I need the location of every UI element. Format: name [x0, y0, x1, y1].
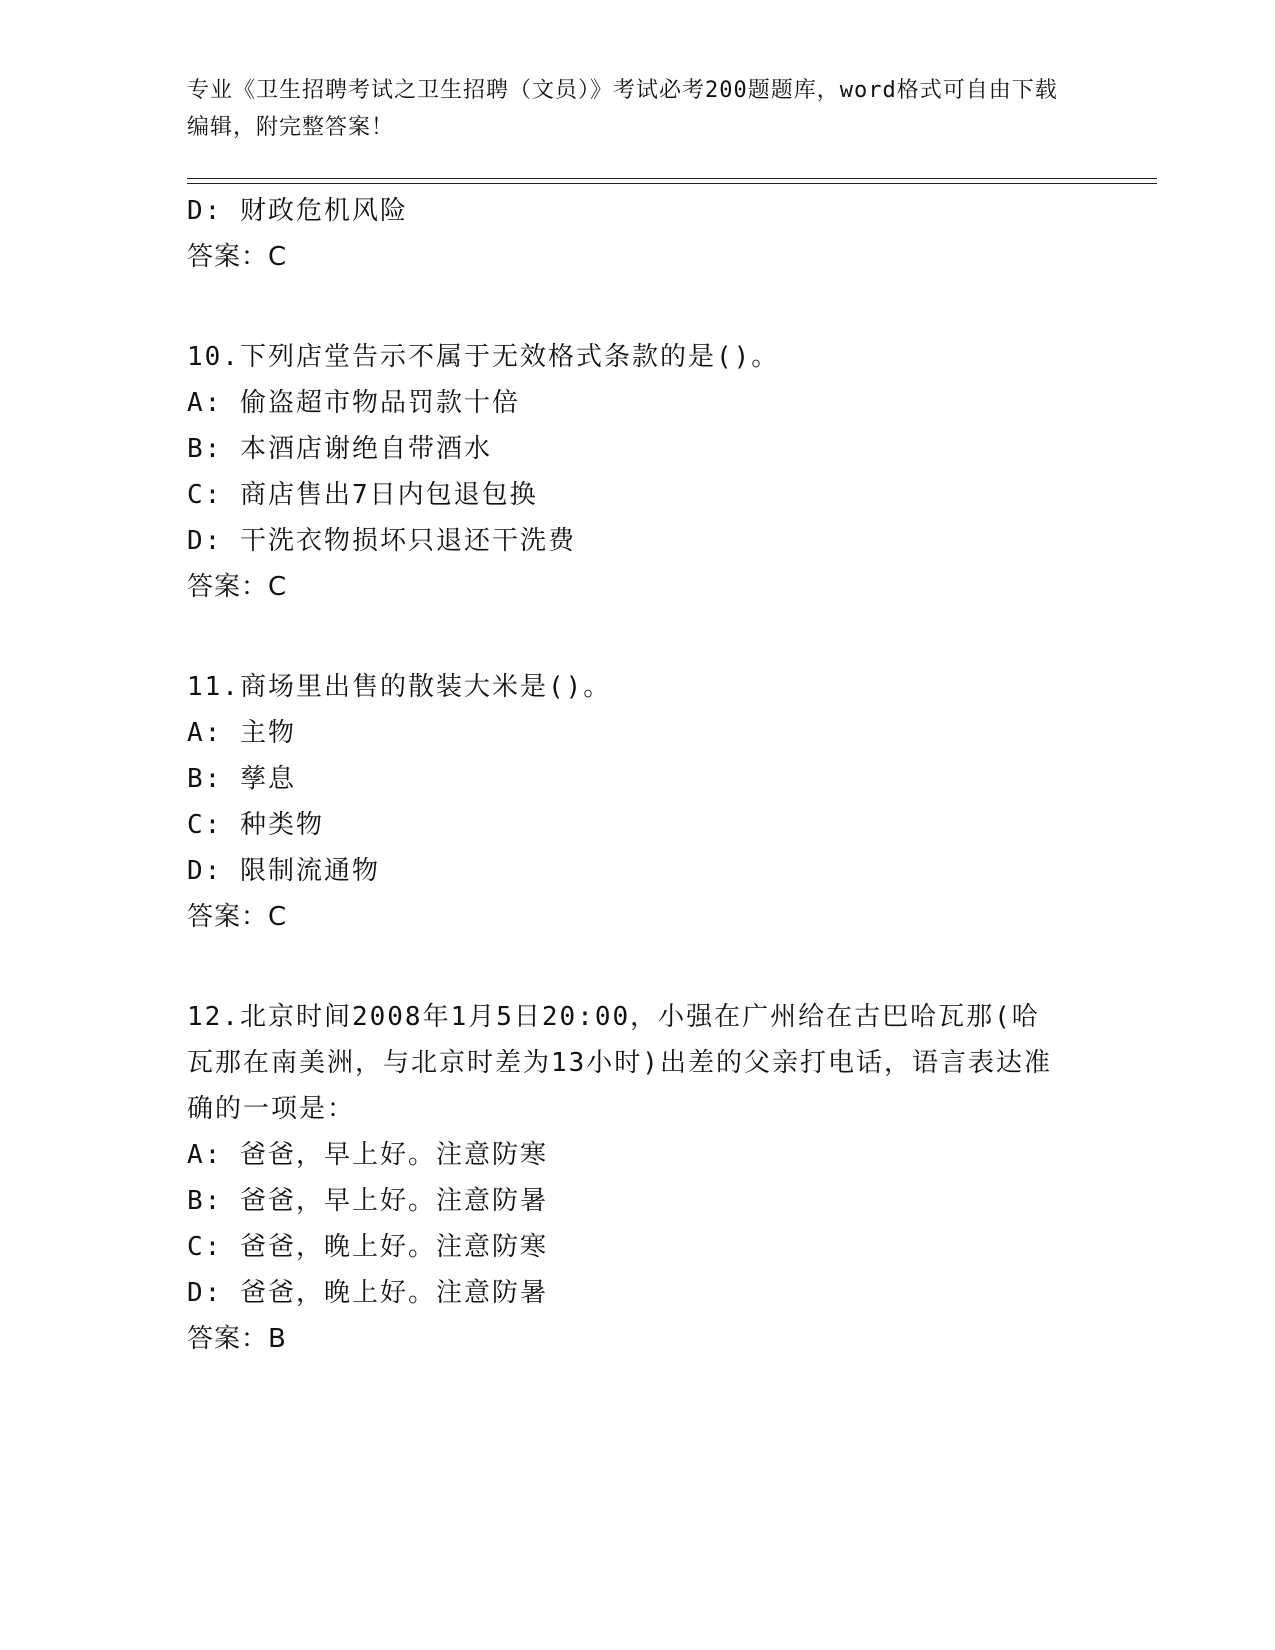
document-header: 专业《卫生招聘考试之卫生招聘（文员）》考试必考200题题库，word格式可自由下载编辑，附完整答案！ — [187, 78, 1058, 140]
option-d: D: 限制流通物 — [187, 856, 380, 886]
option-c: C: 爸爸，晚上好。注意防寒 — [187, 1232, 548, 1262]
header-rule-top — [187, 178, 1157, 179]
option-b: B: 孳息 — [187, 764, 296, 794]
option-c: C: 种类物 — [187, 810, 324, 840]
option-a: A: 主物 — [187, 718, 296, 748]
option-c: C: 商店售出7日内包退包换 — [187, 480, 538, 510]
question-text: 10.下列店堂告示不属于无效格式条款的是()。 — [187, 342, 780, 372]
question-block-10 — [187, 334, 1067, 610]
block-spacer — [187, 610, 1067, 664]
block-spacer — [187, 940, 1067, 994]
answer-line: 答案：C — [187, 242, 288, 272]
header-rule-bottom — [187, 183, 1157, 184]
block-spacer — [187, 280, 1067, 334]
option-b: B: 本酒店谢绝自带酒水 — [187, 434, 492, 464]
answer-line: 答案：C — [187, 902, 288, 932]
option-a: A: 偷盗超市物品罚款十倍 — [187, 388, 520, 418]
question-text: 11.商场里出售的散装大米是()。 — [187, 672, 612, 702]
question-text: 12.北京时间2008年1月5日20:00，小强在广州给在古巴哈瓦那(哈瓦那在南美洲，与北京时差为13小时)出差的父亲打电话，语言表达准确的一项是： — [187, 1002, 1052, 1124]
option-d: D: 干洗衣物损坏只退还干洗费 — [187, 526, 576, 556]
option-a: A: 爸爸，早上好。注意防寒 — [187, 1140, 548, 1170]
question-block-11 — [187, 664, 1067, 940]
question-list — [187, 188, 1067, 1362]
answer-line: 答案：B — [187, 1324, 287, 1354]
option-d: D: 爸爸，晚上好。注意防暑 — [187, 1278, 548, 1308]
answer-line: 答案：C — [187, 572, 288, 602]
question-block-12 — [187, 994, 1067, 1362]
question-block-9-tail — [187, 188, 1067, 280]
option-d: D: 财政危机风险 — [187, 196, 408, 226]
option-b: B: 爸爸，早上好。注意防暑 — [187, 1186, 548, 1216]
